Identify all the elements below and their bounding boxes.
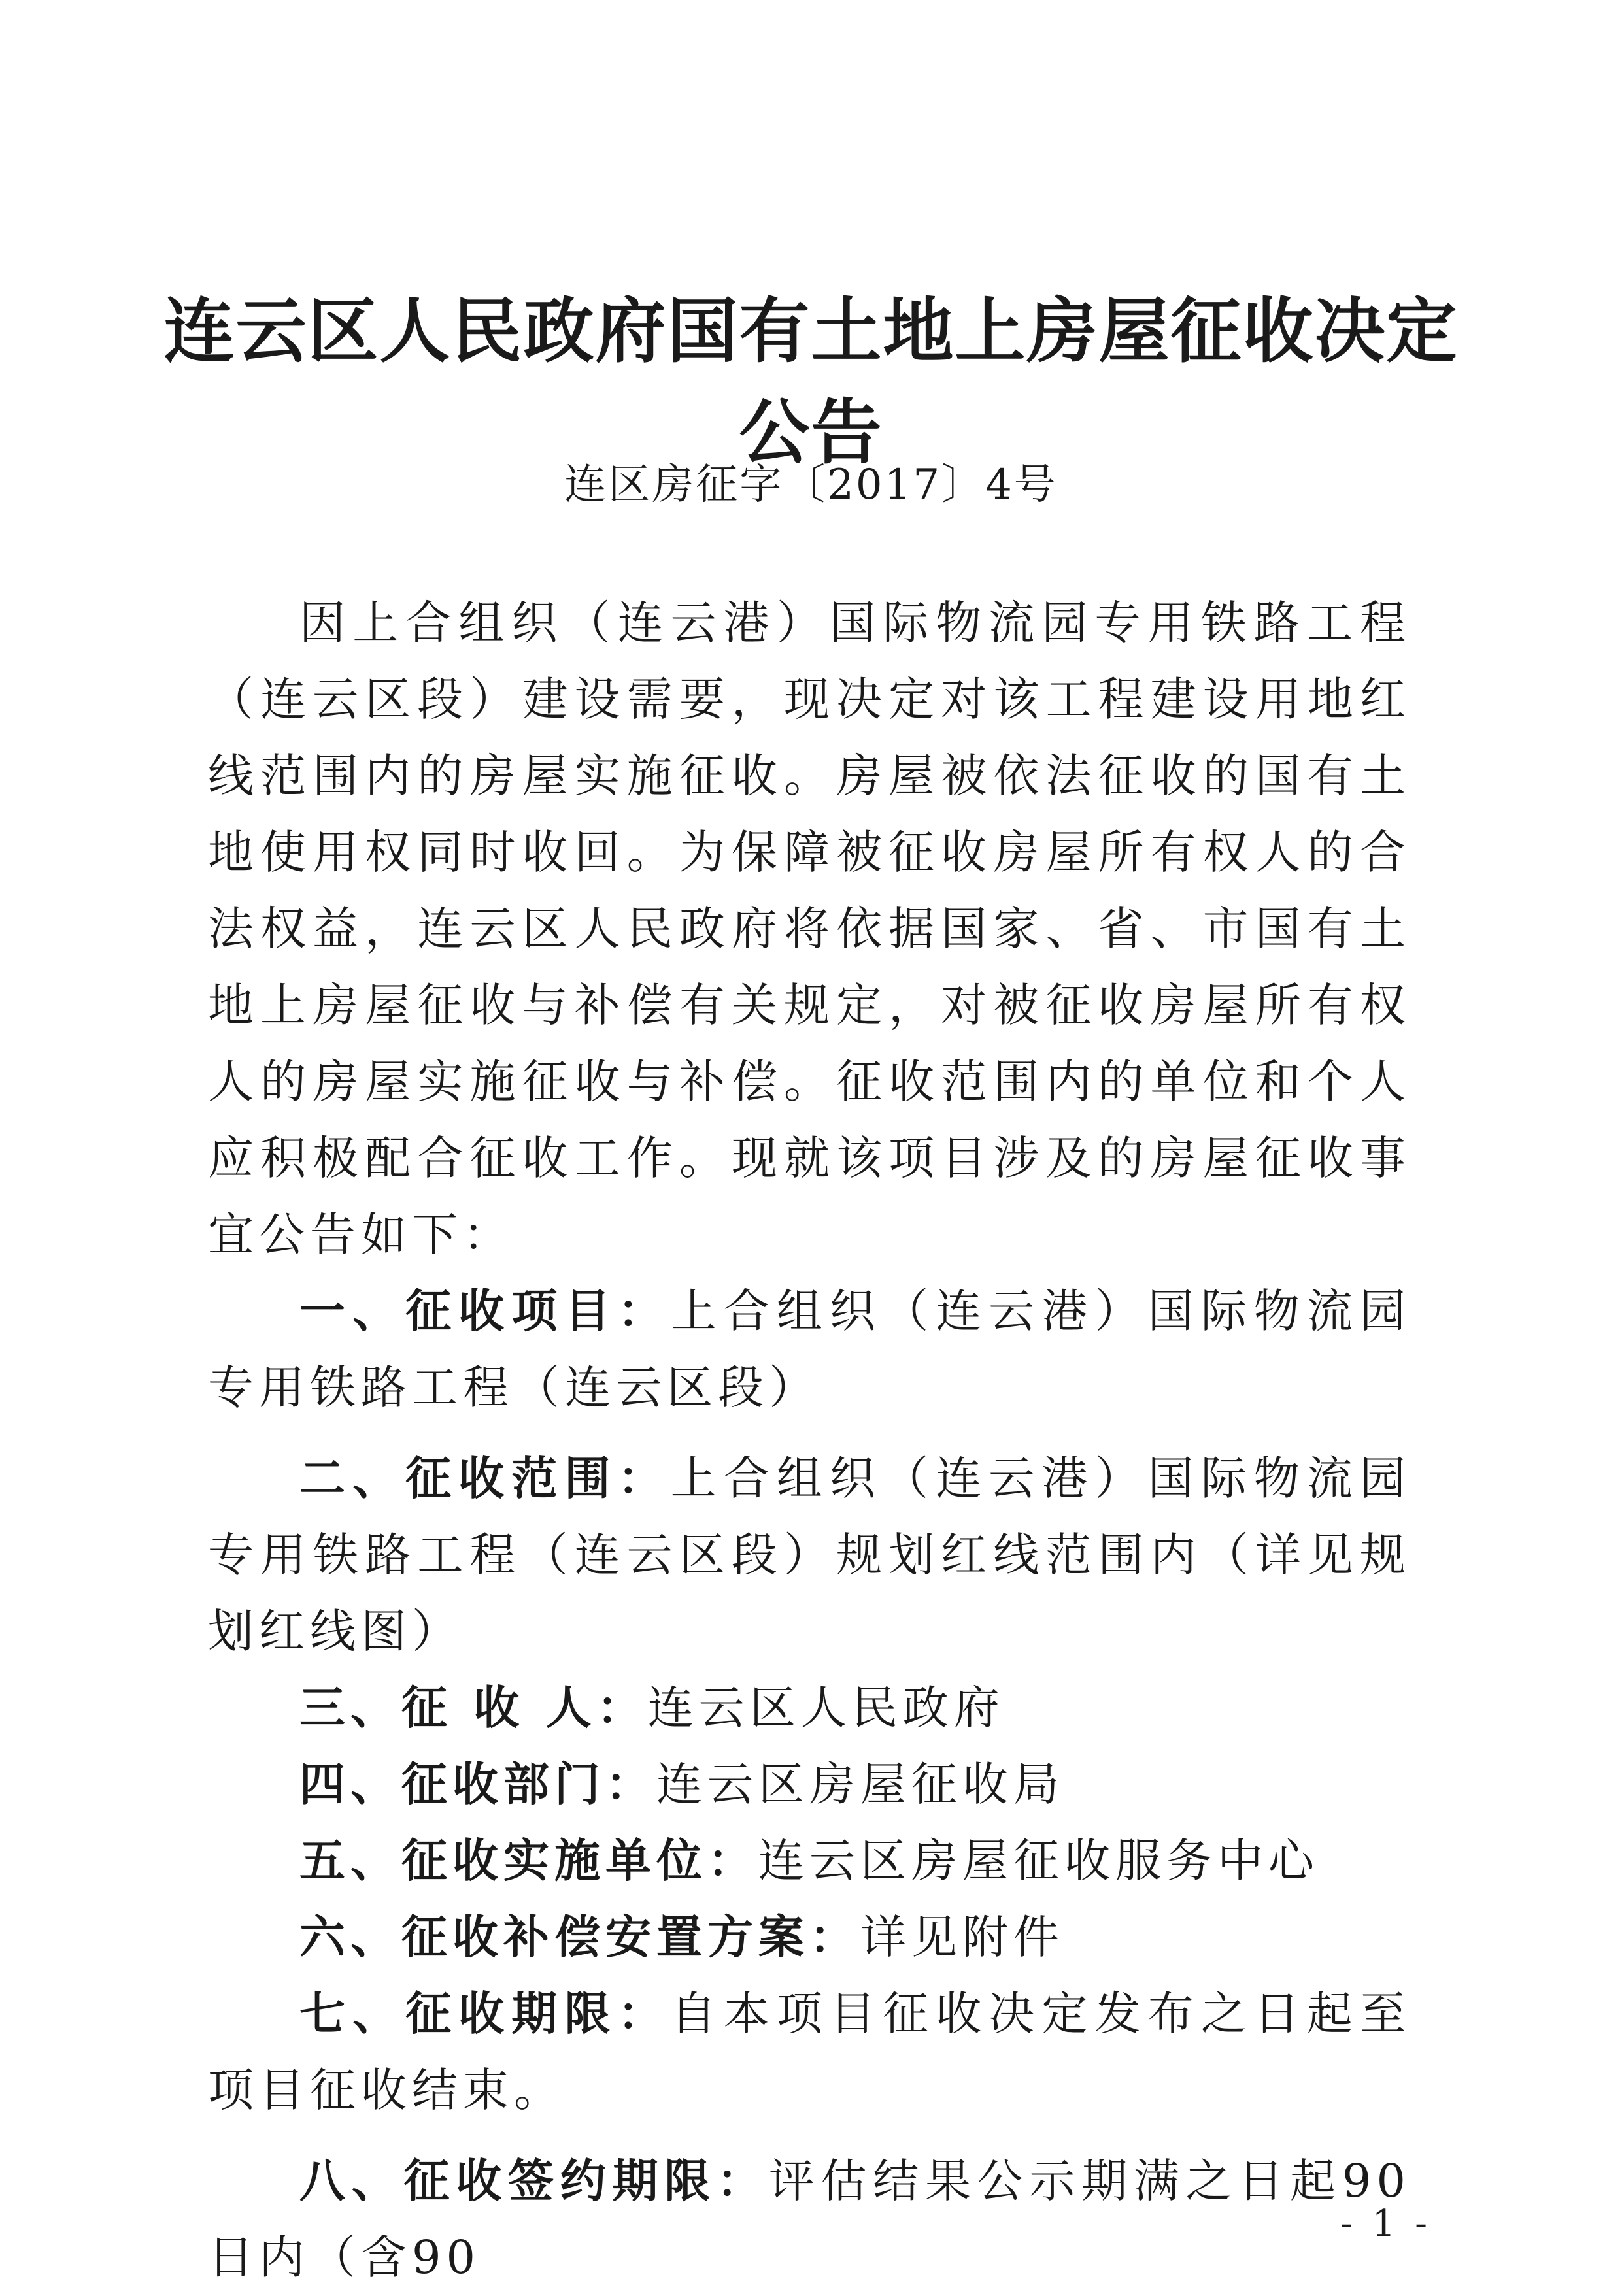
document-title: 连云区人民政府国有土地上房屋征收决定公告 [163,291,1459,474]
document-number: 连区房征字〔2017〕4号 [564,461,1058,509]
item-scope [208,1440,1411,1670]
item-text: 连云区人民政府 [647,1681,1005,1735]
item-signing-term [208,2143,1411,2296]
item-label: 二、征收范围： [299,1452,671,1505]
item-label: 一、征收项目： [299,1284,671,1338]
item-text: 连云区房屋征收服务中心 [758,1834,1319,1888]
item-project [208,1273,1411,1426]
item-text: 上合组织（连云港）国际物流园专用铁路工程（连云区段）规划红线范围内（详见规划红线图） [208,1452,1411,1658]
item-text: 评估结果公示期满之日起90日内（含90 [208,2154,1411,2284]
page-number: - 1 - [1340,2203,1432,2245]
item-label: 三、征 收 人： [299,1681,648,1735]
document-body [208,585,1411,2296]
item-label: 五、征收实施单位： [299,1834,758,1888]
intro-paragraph: 因上合组织（连云港）国际物流园专用铁路工程（连云区段）建设需要，现决定对该工程建设用地红线范围内的房屋实施征收。房屋被依法征收的国有土地使用权同时收回。为保障被征收房屋所有权人的合法权益，连云区人民政府将依据国家、省、市国有土地上房屋征收与补偿有关规定，对被征收房屋所有权人的房屋实施征收与补偿。征收范围内的单位和个人应积极配合征收工作。现就该项目涉及的房屋征收事宜公告如下： [208,596,1411,1261]
item-text: 详见附件 [860,1910,1064,1964]
item-label: 六、征收补偿安置方案： [299,1910,860,1964]
item-department [208,1746,1411,1823]
item-compensation-plan [208,1899,1411,1976]
item-expropriator [208,1670,1411,1746]
item-implementer [208,1823,1411,1899]
item-text: 连云区房屋征收局 [656,1757,1064,1811]
item-term [208,1976,1411,2129]
item-label: 四、征收部门： [299,1757,656,1811]
item-label: 八、征收签约期限： [299,2154,769,2208]
item-label: 七、征收期限： [299,1987,671,2040]
item-text: 自本项目征收决定发布之日起至项目征收结束。 [208,1987,1411,2117]
item-text: 上合组织（连云港）国际物流园专用铁路工程（连云区段） [208,1284,1411,1414]
